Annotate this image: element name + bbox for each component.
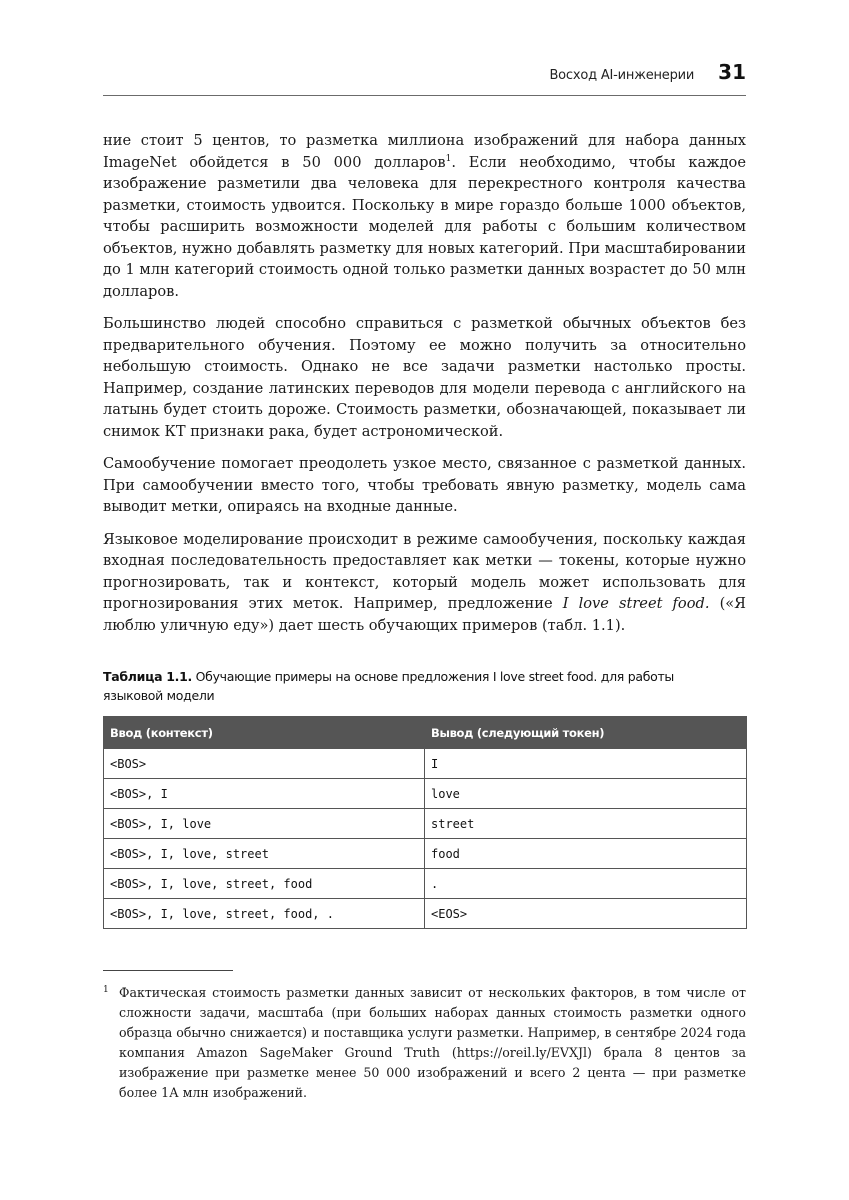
input-cell: <BOS>, I, love, street: [104, 839, 425, 869]
paragraph-1-part-b: . Если необходимо, чтобы каждое изображение разметили два человека для перекрестного контроля качества разметки, стоимость удвоится. Поскольку в мире гораздо больше 1000 объектов, чтобы расширить возможности моделей для работы с большим количеством объектов, нужно добавлять разметку для новых категорий. При масштабировании до 1 млн категорий стоимость одной только разметки данных возрастет до 50 млн долларов.: [103, 153, 746, 300]
input-cell: <BOS>, I, love, street, food, .: [104, 899, 425, 929]
output-cell: love: [425, 779, 747, 809]
training-examples-table: [103, 716, 747, 929]
running-title: Восход AI-инженерии: [549, 68, 695, 83]
footnote-text: Фактическая стоимость разметки данных зависит от нескольких факторов, в том числе от сложности задачи, масштаба (при больших наборах данных стоимость разметки одного образца обычно снижается) и поставщика услуги разметки. Например, в сентябре 2024 года компания Amazon SageMaker Ground Truth (https://oreil.ly/EVXJl) брала 8 центов за изображение при разметке менее 50 000 изображений и всего 2 цента — при разметке более 1А млн изображений.: [119, 985, 746, 1100]
example-sentence: I love street food.: [562, 595, 710, 612]
paragraph-1-part-a: ние стоит 5 центов, то разметка миллиона изображений для набора данных ImageNet обойдется в 50 000 долларов: [103, 132, 746, 171]
footnote-reference[interactable]: 1: [445, 153, 452, 164]
table-row: [104, 869, 747, 899]
page-number: 31: [718, 60, 746, 84]
table-row: [104, 809, 747, 839]
output-cell: I: [425, 749, 747, 779]
footnote-marker: 1: [103, 985, 109, 995]
table-row: [104, 749, 747, 779]
table-row: [104, 899, 747, 929]
table-caption-text: Обучающие примеры на основе предложения I love street food. для работы языковой модели: [103, 669, 675, 703]
input-cell: <BOS>, I, love, street, food: [104, 869, 425, 899]
output-cell: street: [425, 809, 747, 839]
output-cell: .: [425, 869, 747, 899]
table-row: [104, 839, 747, 869]
paragraph-2: Большинство людей способно справиться с разметкой обычных объектов без предварительного обучения. Поэтому ее можно получить за относительно небольшую стоимость. Однако не все задачи разметки настолько просты. Например, создание латинских переводов для модели перевода с английского на латынь будет стоить дороже. Стоимость разметки, обозначающей, показывает ли снимок КТ признаки рака, будет астрономической.: [103, 315, 746, 440]
input-cell: <BOS>, I, love: [104, 809, 425, 839]
paragraph-3: Самообучение помогает преодолеть узкое место, связанное с разметкой данных. При самообучении вместо того, чтобы требовать явную разметку, модель сама выводит метки, опираясь на входные данные.: [103, 455, 746, 515]
output-cell: food: [425, 839, 747, 869]
input-cell: <BOS>, I: [104, 779, 425, 809]
table-caption-label: Таблица 1.1.: [103, 669, 192, 684]
body-text: [103, 130, 746, 647]
input-cell: <BOS>: [104, 749, 425, 779]
footnote: [103, 983, 746, 1103]
page-header: [103, 60, 746, 96]
paragraph-1: [103, 130, 746, 302]
output-cell: <EOS>: [425, 899, 747, 929]
paragraph-4: [103, 529, 746, 637]
column-header-output: Вывод (следующий токен): [425, 717, 747, 749]
table-row: [104, 779, 747, 809]
paragraph-4-part-a: Языковое моделирование происходит в режиме самообучения, поскольку каждая входная последовательность предоставляет как метки — токены, которые нужно прогнозировать, так и контекст, который модель может использовать для прогнозирования этих меток. Например, предложение: [103, 530, 746, 612]
table-header-row: [104, 717, 747, 749]
footnote-divider: [103, 970, 233, 971]
paragraph-4-part-b: («Я люблю уличную еду») дает шесть обучающих примеров (табл. 1.1).: [103, 595, 746, 634]
column-header-input: Ввод (контекст): [104, 717, 425, 749]
table-caption: [103, 667, 723, 705]
